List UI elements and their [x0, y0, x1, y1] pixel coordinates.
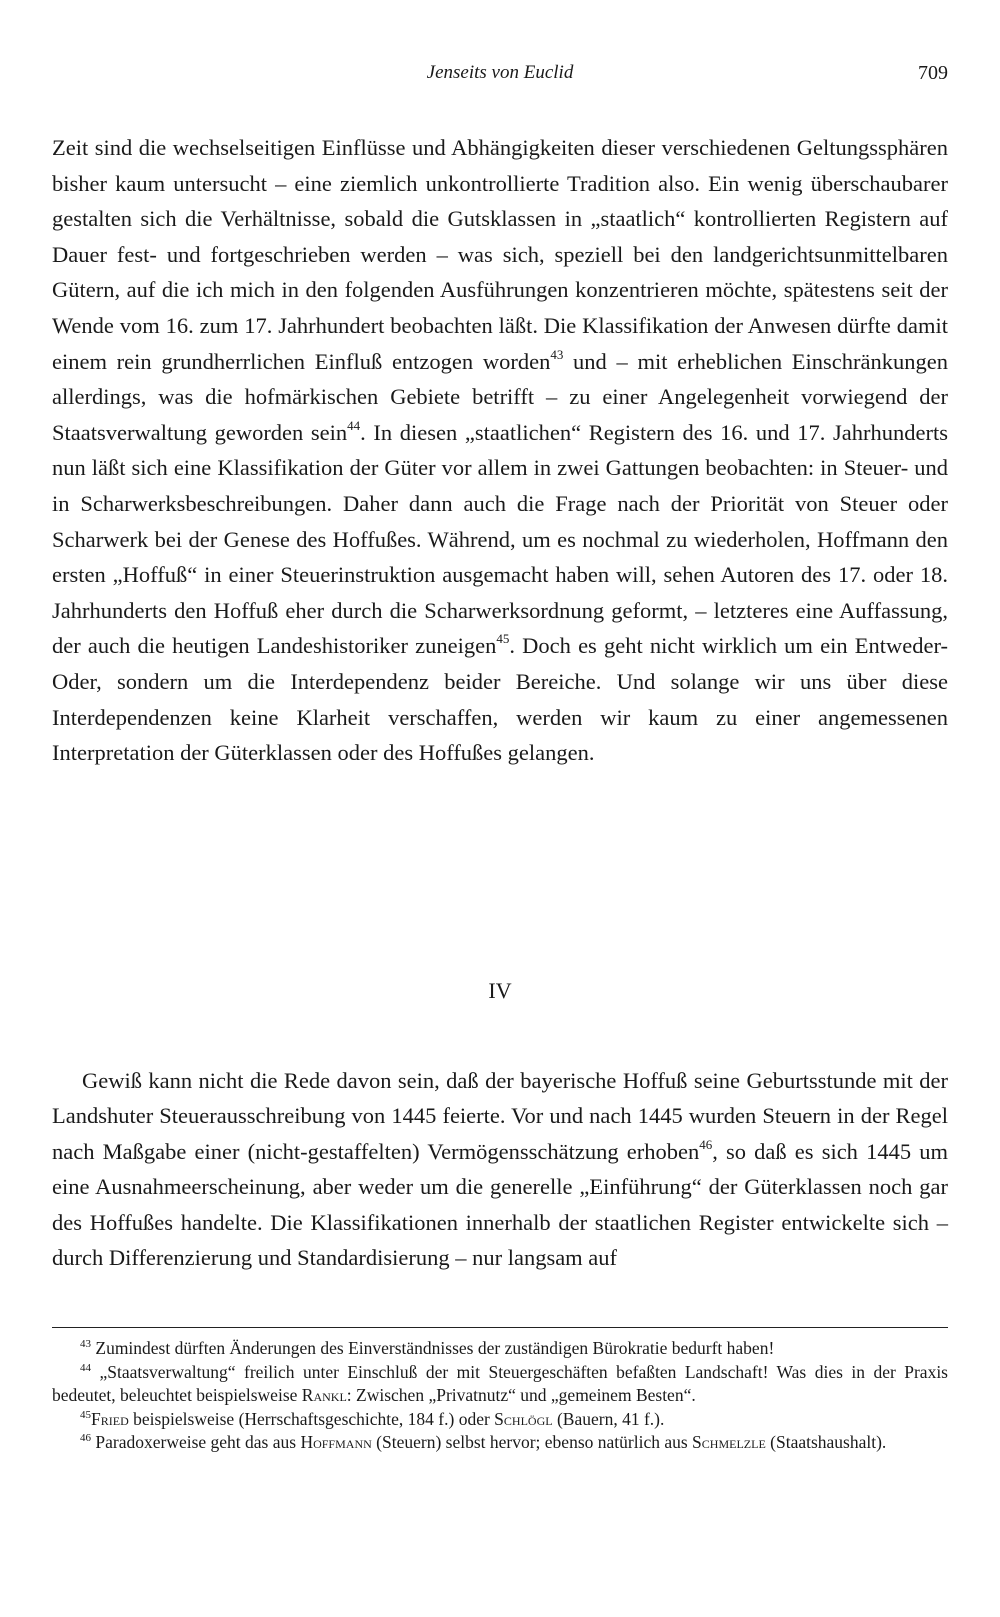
section-heading: IV [488, 978, 512, 1003]
page-number: 709 [918, 62, 948, 84]
footnotes [52, 1337, 948, 1455]
paragraph: Zeit sind die wechselseitigen Einflüsse und Abhängigkeiten dieser verschiedenen Geltungssphären bisher kaum untersucht – eine ziemlich unkontrollierte Tradition also. Ein wenig überschaubarer gestalten sich die Verhältnisse, sobald die Gutsklassen in „staatlich“ kontrollierten Registern auf Dauer fest- und fortgeschrieben werden – was sich, speziell bei den landgerichtsunmittelbaren Gütern, auf die ich mich in den folgenden Ausführungen konzentrieren möchte, spätestens seit der Wende vom 16. zum 17. Jahrhundert beobachten läßt. Die Klassifikation der Anwesen dürfte damit einem rein grundherrlichen Einfluß entzogen worden$^{43}$ und – mit erheblichen Einschränkungen allerdings, was die hofmärkischen Gebiete betrifft – zu einer Angelegenheit vorwiegend der Staatsverwaltung geworden sein$^{44}$. In diesen „staatlichen“ Registern des 16. und 17. Jahrhunderts nun läßt sich eine Klassifikation der Güter vor allem in zwei Gattungen beobachten: in Steuer- und in Scharwerksbeschreibungen. Daher dann auch die Frage nach der Priorität von Steuer oder Scharwerk bei der Genese des Hoffußes. Während, um es nochmal zu wiederholen, Hoffmann den ersten „Hoffuß“ in einer Steuerinstruktion ausgemacht haben will, sehen Autoren des 17. oder 18. Jahrhunderts den Hoffuß eher durch die Scharwerksordnung geformt, – letzteres eine Auffassung, der auch die heutigen Landeshistoriker zuneigen$^{45}$. Doch es geht nicht wirklich um ein Entweder-Oder, sondern um die Interdependenz beider Bereiche. Und solange wir uns über diese Interdependenzen keine Klarheit verschaffen, werden wir kaum zu einer angemessenen Interpretation der Güterklassen oder des Hoffußes gelangen. [52, 135, 949, 766]
paragraph-continuation [52, 130, 948, 771]
footnote-ref-44[interactable]: 44 [347, 417, 361, 433]
footnote-45: $^{45}$Fried beispielsweise (Herrschaftsgeschichte, 184 f.) oder Schlögl (Bauern, 41 f.). [80, 1408, 665, 1429]
author-name: Fried [91, 1408, 129, 1429]
book-page [52, 0, 948, 1617]
page-header [52, 62, 948, 92]
footnote-ref-45[interactable]: 45 [496, 631, 510, 647]
running-title: Jenseits von Euclid [426, 62, 574, 83]
author-name: Hoffmann [300, 1432, 372, 1452]
author-name: Schmelzle [692, 1432, 766, 1452]
paragraph: Gewiß kann nicht die Rede davon sein, daß der bayerische Hoffuß seine Geburtsstunde mit der Landshuter Steuerausschreibung von 1445 feierte. Vor und nach 1445 wurden Steuern in der Regel nach Maßgabe einer (nicht-gestaffelten) Vermögensschätzung erhoben$^{46}$, so daß es sich 1445 um eine Ausnahmeerscheinung, aber weder um die generelle „Einführung“ der Güterklassen noch gar des Hoffußes handelte. Die Klassifikationen innerhalb der staatlichen Register entwickelte sich – durch Differenzierung und Standardisierung – nur langsam auf [52, 1067, 948, 1271]
footnote-ref-46[interactable]: 46 [699, 1136, 713, 1152]
footnote-divider [52, 1327, 948, 1328]
author-name: Schlögl [494, 1408, 553, 1429]
footnote-43: $^{43}$ Zumindest dürften Änderungen des Einverständnisses der zuständigen Bürokratie bedurft haben! [80, 1338, 775, 1358]
author-name: Rankl [301, 1385, 347, 1405]
section-iv-text [52, 1040, 948, 1299]
footnote-46: $^{46}$ Paradoxerweise geht das aus Hoffmann (Steuern) selbst hervor; ebenso natürlich aus Schmelzle (Staatshaushalt). [80, 1432, 887, 1452]
footnote-ref-43[interactable]: 43 [550, 346, 564, 362]
footnote-44: $^{44}$ „Staatsverwaltung“ freilich unter Einschluß der mit Steuergeschäften befaßten Landschaft! Was dies in der Praxis bedeutet, beleuchtet beispielsweise Rankl: Zwischen „Privatnutz“ und „gemeinem Besten“. [52, 1361, 948, 1405]
